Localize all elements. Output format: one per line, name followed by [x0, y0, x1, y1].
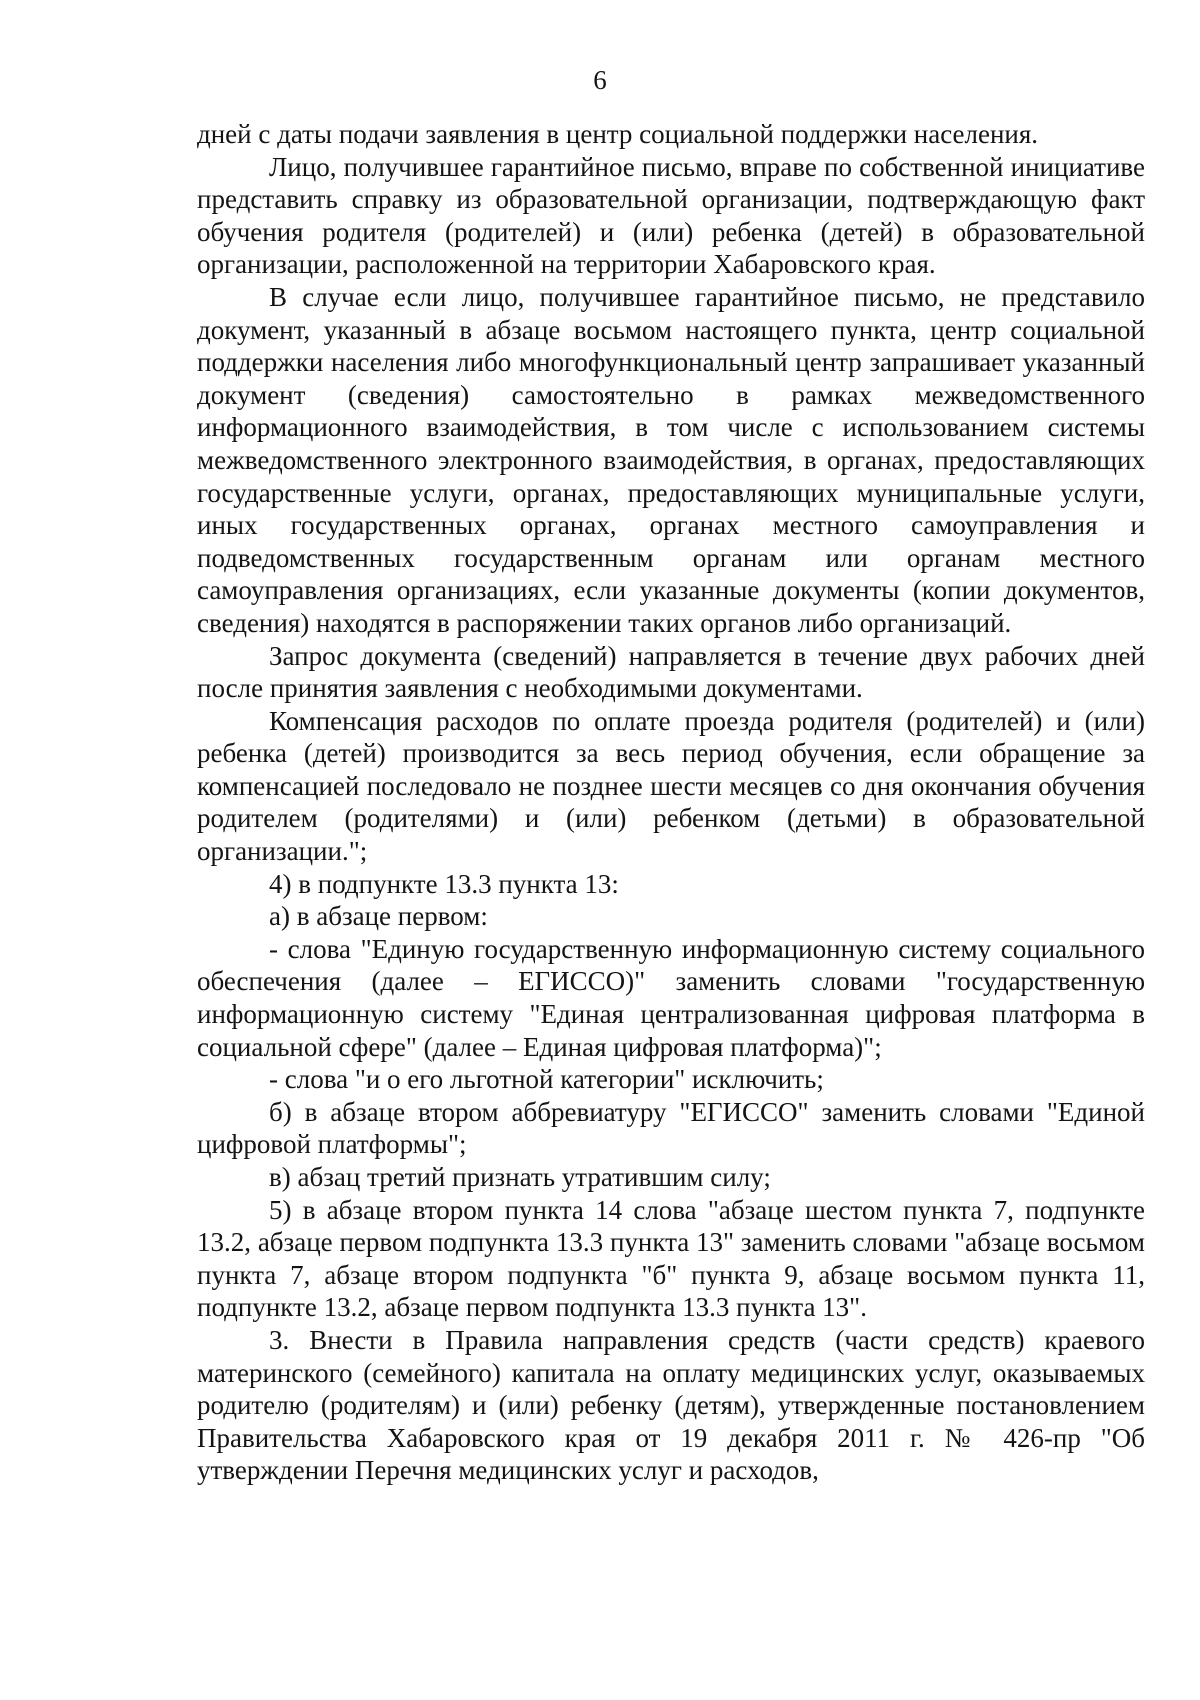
paragraph: б) в абзаце втором аббревиатуру "ЕГИССО" заменить словами "Единой цифровой платформы"; [197, 1096, 1145, 1160]
paragraph: дней с даты подачи заявления в центр социальной поддержки населения. [197, 119, 1039, 149]
paragraph: Лицо, получившее гарантийное письмо, вправе по собственной инициативе представить справку из образовательной организации, подтверждающую факт обучения родителя (родителей) и (или) ребенка (детей) в образовательной организации, расположенной на территории Хабаровского края. [197, 151, 1145, 280]
paragraph: - слова "Единую государственную информационную систему социального обеспечения (далее – ЕГИССО)" заменить словами "государственную информационную систему "Единая централизованная цифровая платформа в социальной сфере" (далее – Единая цифровая платформа)"; [197, 933, 1145, 1062]
paragraph: 3. Внести в Правила направления средств (части средств) краевого материнского (семейного) капитала на оплату медицинских услуг, оказываемых родителю (родителям) и (или) ребенку (детям), утвержденные постановлением Правительства Хабаровского края от 19 декабря 2011 г. № 426-пр "Об утверждении Перечня медицинских услуг и расходов, [197, 1324, 1145, 1486]
paragraph: в) абзац третий признать утратившим силу; [269, 1162, 771, 1192]
paragraph: 5) в абзаце втором пункта 14 слова "абзаце шестом пункта 7, подпункте 13.2, абзаце первом подпункта 13.3 пункта 13" заменить словами "абзаце восьмом пункта 7, абзаце втором подпункта "б" пункта 9, абзаце восьмом пункта 11, подпункте 13.2, абзаце первом подпункта 13.3 пункта 13". [197, 1194, 1145, 1323]
paragraph: В случае если лицо, получившее гарантийное письмо, не представило документ, указанный в абзаце восьмом настоящего пункта, центр социальной поддержки населения либо многофункциональный центр запрашивает указанный документ (сведения) самостоятельно в рамках межведомственного информационного взаимодействия, в том числе с использованием системы межведомственного электронного взаимодействия, в органах, предоставляющих государственные услуги, органах, предоставляющих муниципальные услуги, иных государственных органах, органах местного самоуправления и подведомственных государственным органам или органам местного самоуправления организациях, если указанные документы (копии документов, сведения) находятся в распоряжении таких органов либо организаций. [197, 281, 1145, 638]
paragraph: Компенсация расходов по оплате проезда родителя (родителей) и (или) ребенка (детей) производится за весь период обучения, если обращение за компенсацией последовало не позднее шести месяцев со дня окончания обучения родителем (родителями) и (или) ребенком (детьми) в образовательной организации."; [197, 705, 1145, 867]
paragraph: а) в абзаце первом: [269, 901, 488, 932]
paragraph: - слова "и о его льготной категории" исключить; [269, 1064, 824, 1095]
paragraph: 4) в подпункте 13.3 пункта 13: [269, 868, 619, 899]
paragraph: Запрос документа (сведений) направляется в течение двух рабочих дней после принятия заявления с необходимыми документами. [197, 640, 1145, 704]
page-number: 6 [593, 65, 607, 95]
document-body [197, 118, 1145, 1487]
